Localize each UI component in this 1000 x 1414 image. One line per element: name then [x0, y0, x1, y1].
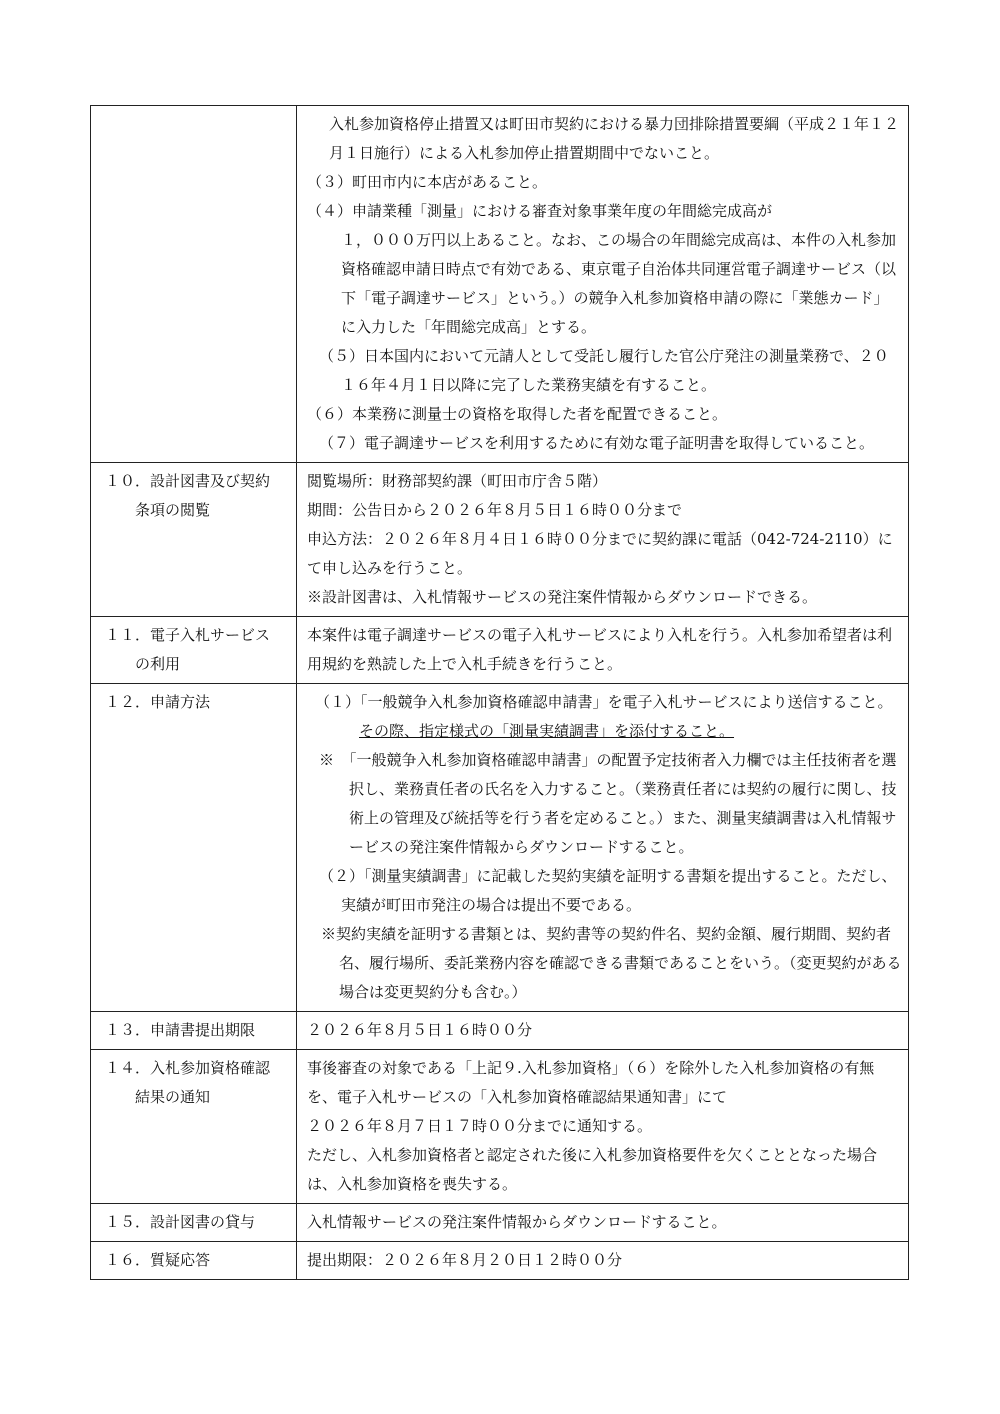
content-line: ２０２６年８月７日１７時００分までに通知する。 — [307, 1117, 653, 1135]
table-row — [91, 1050, 909, 1204]
row-content — [297, 1012, 909, 1050]
row-content — [297, 1050, 909, 1204]
row-label — [91, 106, 297, 463]
row-label: １１．電子入札サービス の利用 — [91, 617, 297, 684]
row-content — [297, 684, 909, 1012]
table-row — [91, 617, 909, 684]
row-content — [297, 1204, 909, 1242]
row-label: １２．申請方法 — [91, 684, 297, 1012]
row-label: １６．質疑応答 — [91, 1242, 297, 1280]
table-row — [91, 1242, 909, 1280]
row-label: １５．設計図書の貸与 — [91, 1204, 297, 1242]
row-label: １４．入札参加資格確認 結果の通知 — [91, 1050, 297, 1204]
content-line: （４）申請業種「測量」における審査対象事業年度の年間総完成高が — [307, 202, 773, 220]
table-row — [91, 1204, 909, 1242]
content-line: 本案件は電子調達サービスの電子入札サービスにより入札を行う。入札参加希望者は利用規約を熟読した上で入札手続きを行うこと。 — [307, 626, 893, 673]
requirements-table — [90, 105, 909, 1280]
content-line: （１）「一般競争入札参加資格確認申請書」を電子入札サービスにより送信すること。その際、指定様式の「測量実績調書」を添付すること。 — [315, 693, 893, 740]
content-line: 入札参加資格停止措置又は町田市契約における暴力団排除措置要綱（平成２１年１２月１日施行）による入札参加停止措置期間中でないこと。 — [329, 115, 900, 162]
content-line: （６）本業務に測量士の資格を取得した者を配置できること。 — [307, 405, 728, 423]
row-content — [297, 617, 909, 684]
table-row — [91, 684, 909, 1012]
content-line: （７）電子調達サービスを利用するために有効な電子証明書を取得していること。 — [319, 434, 875, 452]
content-line: 期間：公告日から２０２６年８月５日１６時００分まで — [307, 501, 683, 519]
content-line: 事後審査の対象である「上記９.入札参加資格」（６）を除外した入札参加資格の有無を、電子入札サービスの「入札参加資格確認結果通知書」にて — [307, 1059, 875, 1106]
content-line: ※ 「一般競争入札参加資格確認申請書」の配置予定技術者入力欄では主任技術者を選択し、業務責任者の氏名を入力すること。（業務責任者には契約の履行に関し、技術上の管理及び統括等を行う者を定めること。）また、測量実績調書は入札情報サービスの発注案件情報からダウンロードすること。 — [319, 751, 897, 856]
content-line: １，０００万円以上あること。なお、この場合の年間総完成高は、本件の入札参加資格確認申請日時点で有効である、東京電子自治体共同運営電子調達サービス（以下「電子調達サービス」という。）の競争入札参加資格申請の際に「業態カード」に入力した「年間総完成高」とする。 — [341, 231, 897, 336]
content-line: （５）日本国内において元請人として受託し履行した官公庁発注の測量業務で、２０１６年４月１日以降に完了した業務実績を有すること。 — [319, 347, 889, 394]
table-row — [91, 463, 909, 617]
content-line: ２０２６年８月５日１６時００分 — [307, 1021, 533, 1039]
table-row — [91, 1012, 909, 1050]
table-row — [91, 106, 909, 463]
content-line: ※設計図書は、入札情報サービスの発注案件情報からダウンロードできる。 — [307, 588, 818, 606]
content-line: 提出期限：２０２６年８月２０日１２時００分 — [307, 1251, 623, 1269]
row-label: １０．設計図書及び契約 条項の閲覧 — [91, 463, 297, 617]
row-content — [297, 1242, 909, 1280]
row-content — [297, 463, 909, 617]
content-line: （３）町田市内に本店があること。 — [307, 173, 548, 191]
underlined-note: その際、指定様式の「測量実績調書」を添付すること。 — [359, 722, 735, 740]
row-content — [297, 106, 909, 463]
content-line: 申込方法：２０２６年８月４日１６時００分までに契約課に電話（042-724-2110）にて申し込みを行うこと。 — [307, 530, 893, 577]
row-label: １３．申請書提出期限 — [91, 1012, 297, 1050]
content-line: 閲覧場所：財務部契約課（町田市庁舎５階） — [307, 472, 608, 490]
content-line: ※契約実績を証明する書類とは、契約書等の契約件名、契約金額、履行期間、契約者名、履行場所、委託業務内容を確認できる書類であることをいう。（変更契約がある場合は変更契約分も含む。） — [321, 925, 902, 1001]
content-line: （２）「測量実績調書」に記載した契約実績を証明する書類を提出すること。ただし、実績が町田市発注の場合は提出不要である。 — [319, 867, 897, 914]
content-line: 入札情報サービスの発注案件情報からダウンロードすること。 — [307, 1213, 727, 1231]
content-line: ただし、入札参加資格者と認定された後に入札参加資格要件を欠くこととなった場合は、入札参加資格を喪失する。 — [307, 1146, 878, 1193]
